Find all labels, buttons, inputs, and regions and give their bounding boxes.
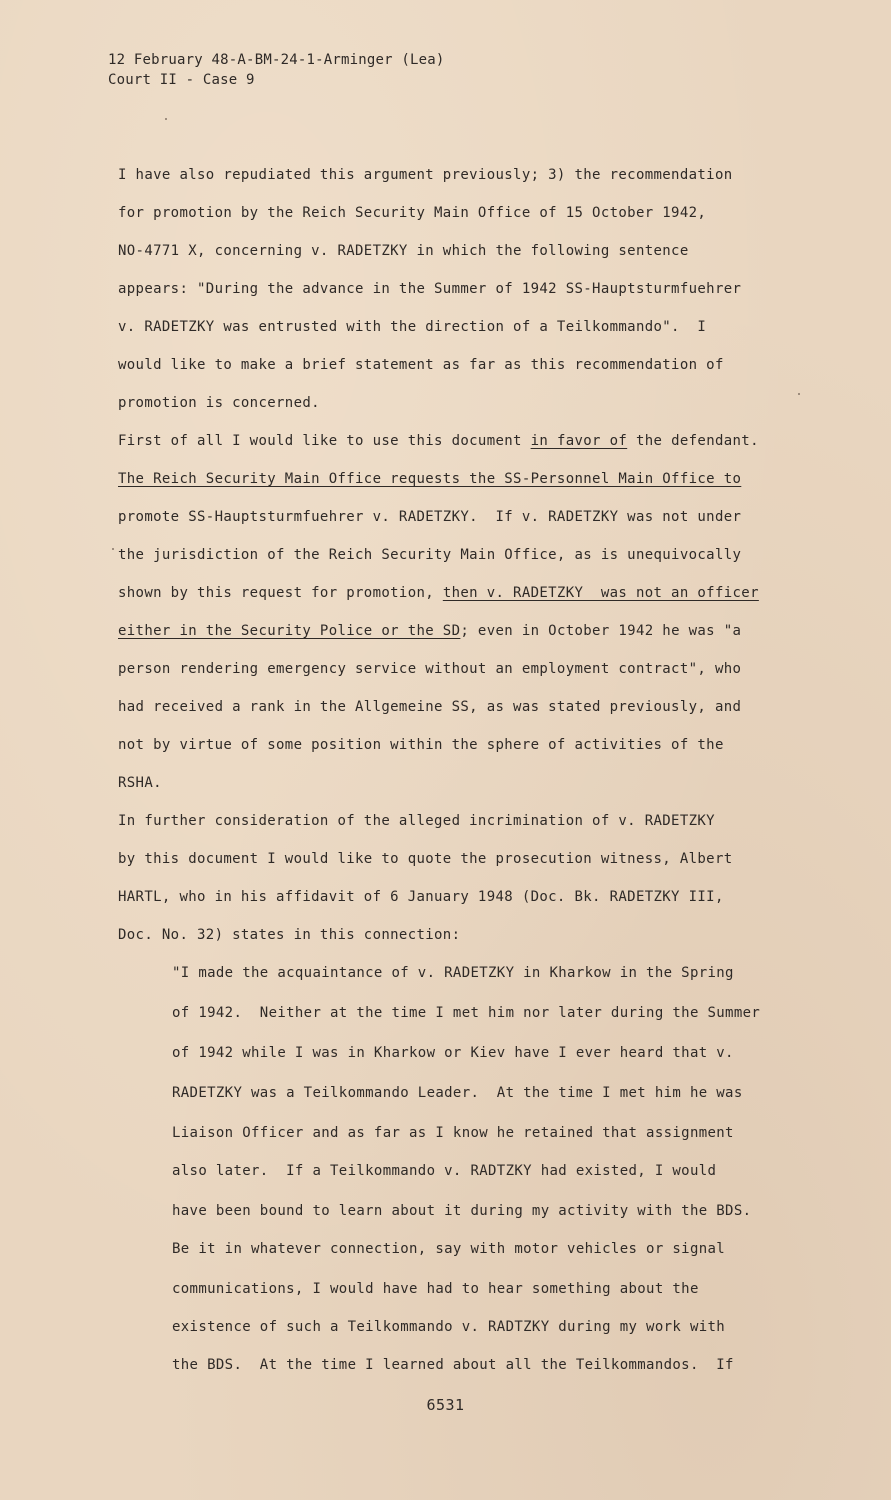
quote-line: existence of such a Teilkommando v. RADTZKY during my work with: [172, 1319, 726, 1335]
quote-line: RADETZKY was a Teilkommando Leader. At the time I met him he was: [172, 1085, 743, 1101]
body-line: [118, 584, 759, 602]
body-line: RSHA.: [118, 775, 162, 791]
underlined-phrase: then v. RADETZKY was not an officer: [442, 585, 759, 601]
document-header: [108, 50, 445, 90]
body-line: by this document I would like to quote the prosecution witness, Albert: [118, 851, 733, 867]
body-line: would like to make a brief statement as far as this recommendation of: [118, 357, 724, 373]
quote-line: Liaison Officer and as far as I know he retained that assignment: [172, 1125, 734, 1141]
underlined-phrase: either in the Security Police or the SD: [118, 623, 461, 639]
quote-line: the BDS. At the time I learned about all the Teilkommandos. If: [172, 1357, 734, 1373]
body-line: appears: "During the advance in the Summer of 1942 SS-Hauptsturmfuehrer: [118, 281, 742, 297]
body-text: shown by this request for promotion,: [118, 585, 443, 601]
quote-line: of 1942 while I was in Kharkow or Kiev have I ever heard that v.: [172, 1045, 734, 1061]
body-line: v. RADETZKY was entrusted with the direction of a Teilkommando". I: [118, 319, 707, 335]
body-line: the jurisdiction of the Reich Security Main Office, as is unequivocally: [118, 547, 742, 563]
body-line: not by virtue of some position within the sphere of activities of the: [118, 737, 724, 753]
body-line: In further consideration of the alleged incrimination of v. RADETZKY: [118, 813, 715, 829]
quote-line: also later. If a Teilkommando v. RADTZKY had existed, I would: [172, 1163, 717, 1179]
body-line: had received a rank in the Allgemeine SS, as was stated previously, and: [118, 699, 742, 715]
body-line: NO-4771 X, concerning v. RADETZKY in which the following sentence: [118, 243, 689, 259]
paper-speck: [798, 393, 800, 395]
body-line: promotion is concerned.: [118, 395, 320, 411]
quote-line: have been bound to learn about it during my activity with the BDS.: [172, 1203, 752, 1219]
header-line-court-case: Court II - Case 9: [108, 72, 255, 88]
body-text: ; even in October 1942 he was "a: [460, 623, 742, 639]
body-text: the defendant.: [627, 433, 759, 449]
header-line-date-reference: 12 February 48-A-BM-24-1-Arminger (Lea): [108, 52, 445, 68]
body-line: I have also repudiated this argument previously; 3) the recommendation: [118, 167, 733, 183]
quote-line: communications, I would have had to hear something about the: [172, 1281, 699, 1297]
body-line: person rendering emergency service without an employment contract", who: [118, 661, 742, 677]
quote-line: Be it in whatever connection, say with motor vehicles or signal: [172, 1241, 726, 1257]
underlined-phrase: in favor of: [530, 433, 628, 449]
page-number: 6531: [426, 1396, 465, 1414]
quote-line: of 1942. Neither at the time I met him nor later during the Summer: [172, 1005, 761, 1021]
body-line: HARTL, who in his affidavit of 6 January 1948 (Doc. Bk. RADETZKY III,: [118, 889, 724, 905]
body-text: First of all I would like to use this document: [118, 433, 531, 449]
body-line: Doc. No. 32) states in this connection:: [118, 927, 461, 943]
body-line: [118, 622, 741, 640]
paper-speck: [112, 548, 114, 550]
underlined-phrase: The Reich Security Main Office requests the SS-Personnel Main Office to: [118, 471, 742, 487]
paper-speck: [165, 118, 167, 120]
body-line: [118, 470, 741, 488]
body-line: [118, 432, 759, 450]
body-line: for promotion by the Reich Security Main Office of 15 October 1942,: [118, 205, 707, 221]
body-line: promote SS-Hauptsturmfuehrer v. RADETZKY. If v. RADETZKY was not under: [118, 509, 742, 525]
quote-line: "I made the acquaintance of v. RADETZKY in Kharkow in the Spring: [172, 965, 734, 981]
